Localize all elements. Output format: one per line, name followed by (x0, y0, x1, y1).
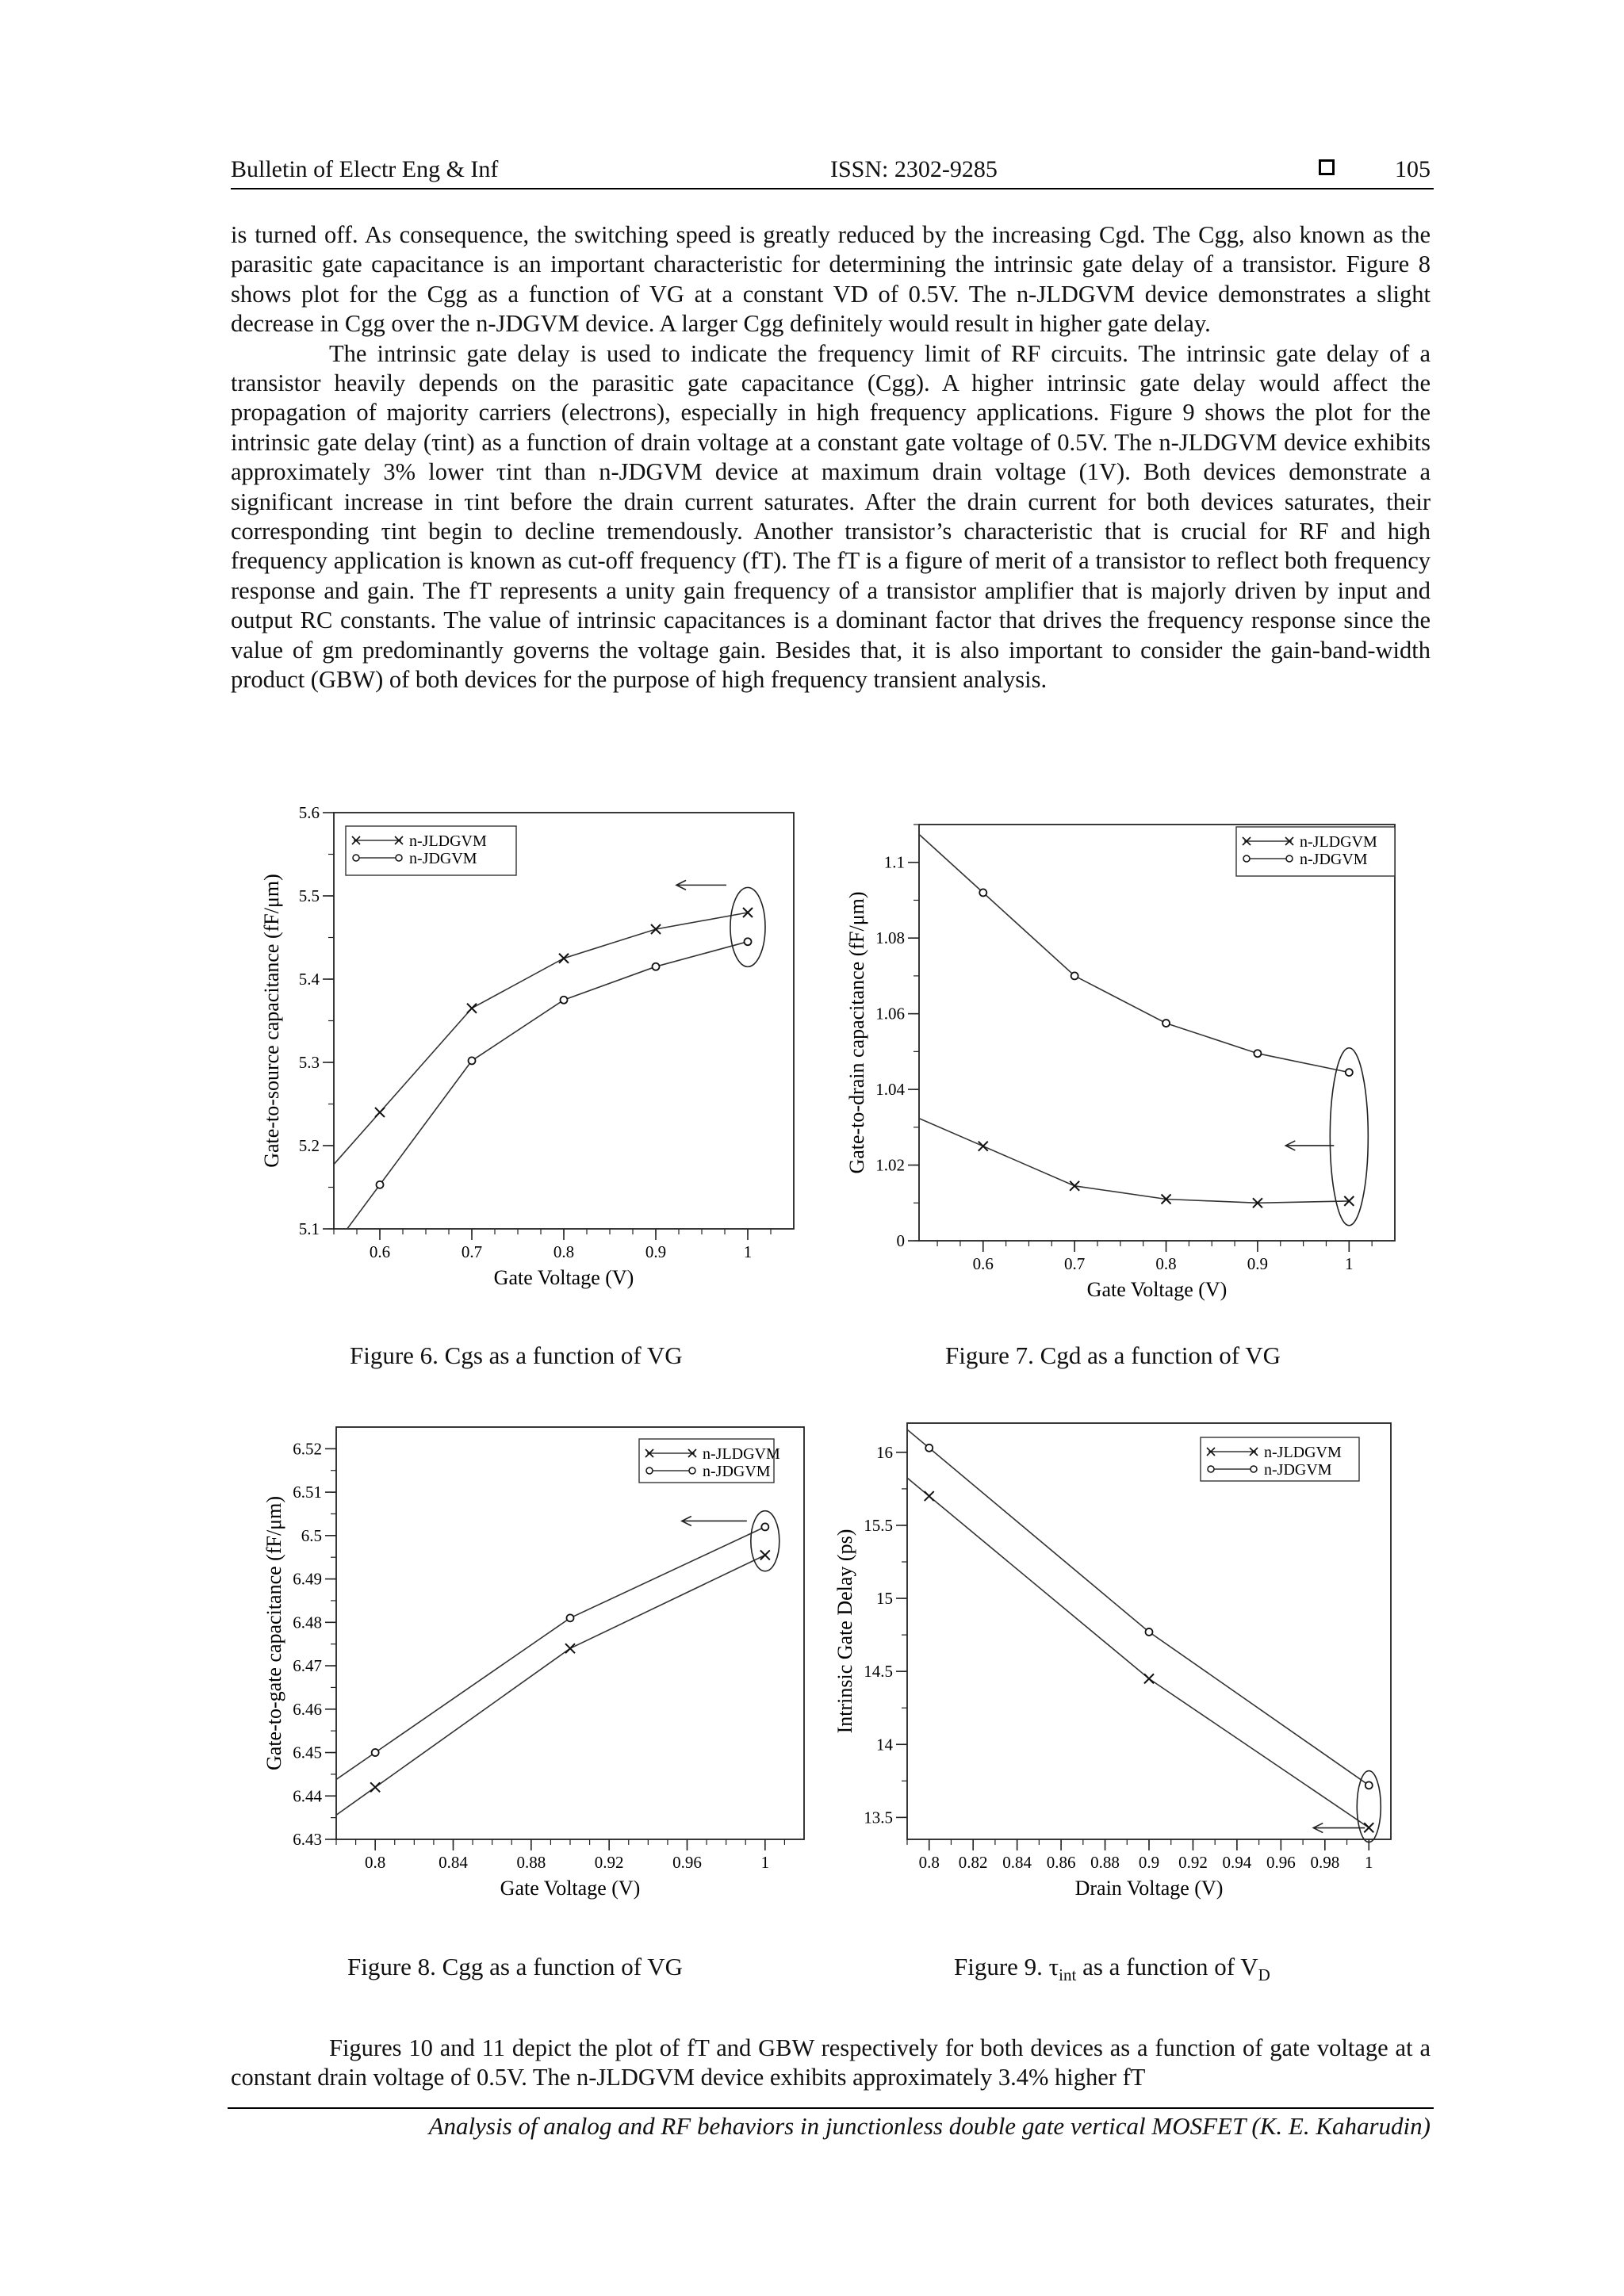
x-tick-label: 0.84 (1002, 1853, 1032, 1872)
legend-marker-o (1243, 855, 1250, 862)
caption-9-sub: int (1059, 1965, 1077, 1985)
y-tick-label: 6.46 (293, 1699, 322, 1719)
x-axis-label: Gate Voltage (V) (1086, 1278, 1228, 1301)
caption-figure-9 (954, 1953, 1270, 1985)
x-tick-label: 0.9 (1247, 1254, 1269, 1273)
body-text-continued (231, 2034, 1431, 2093)
x-tick-label: 1 (743, 1242, 753, 1261)
data-point-x (925, 1491, 934, 1501)
y-tick-label: 6.44 (293, 1786, 322, 1806)
data-point-o (653, 963, 660, 970)
chart-cgg (251, 1415, 861, 1931)
series-line-jdgvm (306, 942, 748, 1284)
plot-area (845, 825, 1395, 1301)
y-tick-label: 6.51 (293, 1483, 322, 1502)
x-tick-label: 0.9 (645, 1242, 667, 1261)
y-tick-label: 5.1 (298, 1219, 320, 1238)
figure-7 (844, 805, 1431, 1320)
legend-label: n-JDGVM (703, 1463, 771, 1480)
legend-label: n-JLDGVM (703, 1445, 780, 1463)
y-tick-label: 1.1 (883, 852, 905, 872)
y-tick-label: 6.5 (301, 1525, 322, 1545)
plot-area (753, 1301, 1391, 1900)
data-point-o (567, 1614, 574, 1621)
footer-citation: Analysis of analog and RF behaviors in junctionless double gate vertical MOSFET (K. E. Kaharudin) (428, 2112, 1431, 2140)
legend-label: n-JLDGVM (1264, 1444, 1342, 1461)
footer-rule (228, 2107, 1434, 2109)
journal-name: Bulletin of Electr Eng & Inf (231, 156, 499, 182)
x-tick-label: 0.88 (1090, 1853, 1120, 1872)
y-tick-label: 6.48 (293, 1613, 322, 1632)
x-tick-label: 0.6 (369, 1242, 391, 1261)
legend-marker-o (689, 1468, 695, 1474)
body-text (231, 220, 1431, 695)
x-tick-label: 1 (1345, 1254, 1354, 1273)
highlight-ellipse (730, 887, 765, 966)
y-tick-label: 15.5 (864, 1515, 893, 1535)
legend-marker-o (1286, 855, 1293, 862)
x-tick-label: 0.92 (594, 1853, 624, 1872)
legend (1201, 1437, 1359, 1481)
x-tick-label: 0.8 (918, 1853, 940, 1872)
series-line-jldgvm (910, 1115, 1350, 1203)
data-point-o (1346, 1069, 1353, 1076)
legend-label: n-JLDGVM (1300, 833, 1377, 851)
legend-marker-o (646, 1468, 653, 1474)
data-point-o (745, 938, 752, 945)
x-tick-label: 0.82 (958, 1853, 988, 1872)
x-tick-label: 0.8 (1155, 1254, 1177, 1273)
x-tick-label: 0.8 (365, 1853, 386, 1872)
data-point-o (1162, 1020, 1170, 1027)
caption-9-a: Figure 9. τ (954, 1953, 1059, 1980)
y-tick-label: 13.5 (864, 1808, 893, 1827)
data-point-o (761, 1523, 768, 1530)
data-point-x (467, 1004, 477, 1013)
y-tick-label: 1.04 (875, 1080, 905, 1100)
figure-8 (251, 1415, 861, 1931)
issn: ISSN: 2302-9285 (830, 156, 998, 182)
legend-label: n-JDGVM (1300, 851, 1368, 868)
caption-figure-7: Figure 7. Cgd as a function of VG (945, 1341, 1281, 1369)
data-point-o (979, 889, 986, 896)
y-tick-label: 6.45 (293, 1743, 322, 1762)
y-tick-label: 6.43 (293, 1830, 322, 1849)
data-point-x (559, 954, 569, 963)
data-point-x (375, 1108, 385, 1117)
plot-frame (919, 825, 1395, 1241)
y-tick-label: 6.49 (293, 1569, 322, 1589)
y-tick-label: 0 (896, 1231, 905, 1250)
x-tick-label: 0.9 (1138, 1853, 1160, 1872)
y-tick-label: 15 (876, 1589, 893, 1609)
x-tick-label: 0.6 (972, 1254, 994, 1273)
paragraph-2: The intrinsic gate delay is used to indicate the frequency limit of RF circuits. The intrinsic gate delay of a transistor heavily depends on the parasitic gate capacitance (Cgg). A higher intrinsic gate delay would affect the propagation of majority carriers (electrons), especially in high frequency applications. Figure 9 shows the plot for the intrinsic gate delay (τint) as a function of drain voltage at a constant gate voltage of 0.5V. The n-JLDGVM device exhibits approximately 3% lower τint than n-JDGVM device at maximum drain voltage (1V). Both devices demonstrate a significant increase in τint before the drain current saturates. After the drain current for both devices saturates, their corresponding τint begin to decline tremendously. Another transistor’s characteristic that is crucial for RF and high frequency application is known as cut-off frequency (fT). The fT is a figure of merit of a transistor to reflect both frequency response and gain. The fT represents a unity gain frequency of a transistor amplifier that is majorly driven by input and output RC constants. The value of intrinsic capacitances is a dominant factor that drives the frequency response since the value of gm predominantly governs the voltage gain. Besides that, it is also important to consider the gain-band-width product (GBW) of both devices for the purpose of high frequency transient analysis. (231, 339, 1431, 694)
series-line-jldgvm (306, 913, 748, 1196)
caption-9-b: as a function of V (1076, 1953, 1258, 1980)
y-tick-label: 5.2 (298, 1136, 320, 1155)
x-tick-label: 0.94 (1222, 1853, 1252, 1872)
legend (639, 1439, 780, 1483)
series-group (910, 826, 1350, 1203)
x-tick-label: 0.88 (516, 1853, 546, 1872)
x-axis-label: Drain Voltage (V) (1074, 1877, 1224, 1900)
y-tick-label: 1.02 (875, 1155, 905, 1175)
y-tick-label: 14 (876, 1735, 893, 1755)
legend-marker-o (353, 855, 359, 861)
data-point-o (561, 997, 568, 1004)
data-point-x (1364, 1823, 1373, 1832)
caption-9-sub2: D (1258, 1965, 1270, 1985)
data-point-o (1365, 1781, 1373, 1789)
legend-marker-o (1251, 1466, 1257, 1472)
legend-label: n-JDGVM (1264, 1461, 1332, 1479)
y-tick-label: 5.6 (298, 803, 320, 822)
x-tick-label: 1 (760, 1853, 770, 1872)
data-point-x (979, 1142, 988, 1151)
y-axis-label: Intrinsic Gate Delay (ps) (833, 1529, 856, 1734)
y-tick-label: 6.52 (293, 1439, 322, 1459)
y-tick-label: 1.06 (875, 1004, 905, 1024)
data-point-o (377, 1181, 384, 1188)
y-tick-label: 14.5 (864, 1662, 893, 1682)
plot-area (260, 803, 794, 1289)
caption-figure-8: Figure 8. Cgg as a function of VG (347, 1953, 684, 1980)
data-point-x (1144, 1674, 1154, 1683)
x-tick-label: 0.92 (1178, 1853, 1208, 1872)
plot-frame (336, 1427, 804, 1839)
y-tick-label: 6.47 (293, 1656, 322, 1676)
paragraph-3: Figures 10 and 11 depict the plot of fT and GBW respectively for both devices as a function of gate voltage at a constant drain voltage of 0.5V. The n-JLDGVM device exhibits approximately 3.4% higher fT (231, 2034, 1431, 2091)
legend (1236, 827, 1395, 876)
x-tick-label: 0.7 (461, 1242, 483, 1261)
x-tick-label: 0.98 (1310, 1853, 1340, 1872)
square-icon (1319, 159, 1335, 175)
y-tick-label: 16 (876, 1442, 893, 1462)
paragraph-1: is turned off. As consequence, the switching speed is greatly reduced by the increasing Cgd. The Cgg, also known as the parasitic gate capacitance is an important characteristic for determining the intrinsic gate delay of a transistor. Figure 8 shows plot for the Cgg as a function of VG at a constant VD of 0.5V. The n-JLDGVM device demonstrates a slight decrease in Cgg over the n-JDGVM device. A larger Cgg definitely would result in higher gate delay. (231, 221, 1431, 338)
legend (346, 826, 516, 875)
data-point-o (1146, 1628, 1153, 1636)
x-tick-label: 0.96 (1266, 1853, 1296, 1872)
running-header (231, 153, 1434, 189)
legend-label: n-JLDGVM (409, 832, 487, 850)
chart-cgs (251, 805, 861, 1320)
data-point-o (469, 1057, 476, 1064)
x-axis-label: Gate Voltage (V) (500, 1877, 641, 1900)
figure-9 (833, 1415, 1431, 1931)
data-point-o (1071, 972, 1078, 979)
data-point-o (925, 1445, 933, 1452)
y-tick-label: 1.08 (875, 928, 905, 948)
y-axis-label: Gate-to-gate capacitance (fF/μm) (262, 1496, 285, 1770)
x-tick-label: 0.96 (672, 1853, 702, 1872)
x-tick-label: 0.8 (553, 1242, 575, 1261)
y-tick-label: 5.4 (298, 970, 320, 989)
chart-tint (833, 1415, 1431, 1931)
caption-figure-6: Figure 6. Cgs as a function of VG (350, 1341, 683, 1369)
y-axis-label: Gate-to-source capacitance (fF/μm) (260, 874, 283, 1168)
x-tick-label: 0.84 (439, 1853, 468, 1872)
legend-marker-o (396, 855, 402, 861)
data-point-x (760, 1550, 770, 1559)
y-axis-label: Gate-to-drain capacitance (fF/μm) (845, 891, 868, 1174)
legend-label: n-JDGVM (409, 850, 477, 867)
x-axis-label: Gate Voltage (V) (493, 1266, 634, 1289)
data-point-o (1254, 1050, 1261, 1057)
x-tick-label: 0.7 (1064, 1254, 1086, 1273)
chart-cgd (844, 805, 1431, 1320)
legend-marker-o (1208, 1466, 1214, 1472)
data-point-o (372, 1749, 379, 1756)
y-tick-label: 5.5 (298, 886, 320, 905)
page-number: 105 (1395, 156, 1431, 182)
highlight-ellipse (751, 1511, 779, 1571)
plot-area (220, 1427, 805, 1900)
x-tick-label: 1 (1365, 1853, 1373, 1872)
data-point-x (565, 1644, 575, 1653)
data-point-x (370, 1782, 380, 1792)
y-tick-label: 5.3 (298, 1053, 320, 1072)
x-tick-label: 0.86 (1046, 1853, 1076, 1872)
figure-6 (251, 805, 861, 1320)
